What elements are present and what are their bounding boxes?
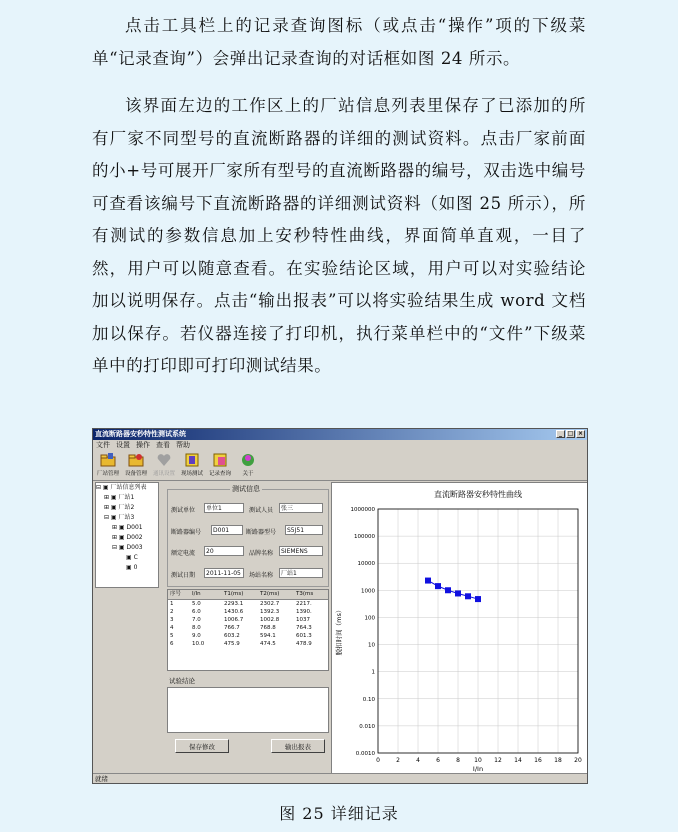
col-header[interactable]: T3(ms	[296, 591, 314, 597]
table-cell: 1002.8	[260, 617, 280, 623]
tester-label: 测试人员	[249, 507, 274, 514]
record-icon	[212, 452, 228, 468]
comm-settings-button[interactable]	[152, 450, 176, 480]
device-manage-label: 设备管理	[124, 471, 147, 477]
factory-manage-button[interactable]	[96, 450, 120, 480]
data-point	[445, 587, 451, 593]
station-tree	[95, 482, 159, 588]
table-cell: 8.0	[192, 625, 201, 631]
tree-item-d001[interactable]: ⊞ ▣ D001	[112, 524, 143, 531]
table-cell: 1390.	[296, 609, 312, 615]
col-header[interactable]: I/In	[192, 591, 201, 597]
app-screenshot	[92, 428, 588, 784]
chart-panel	[331, 482, 588, 774]
y-tick-label: 1	[371, 669, 375, 676]
app-title-bar	[93, 429, 587, 440]
breaker-no-label: 断路器编号	[171, 529, 202, 536]
save-changes-button[interactable]: 保存修改	[175, 739, 229, 753]
menu-file[interactable]: 文件	[96, 441, 110, 449]
tree-root[interactable]: ⊟ ▣ 厂站信息列表	[96, 484, 147, 491]
menu-view[interactable]: 查看	[156, 441, 170, 449]
col-header[interactable]: T2(ms)	[260, 591, 280, 597]
table-cell: 2293.1	[224, 601, 244, 607]
maximize-icon[interactable]: □	[567, 430, 574, 437]
y-tick-label: 0.10	[362, 696, 375, 703]
comm-settings-label: 通讯设置	[152, 471, 175, 477]
col-header[interactable]: 序号	[170, 591, 182, 597]
col-header[interactable]: T1(ms)	[224, 591, 244, 597]
test-date-label: 测试日期	[171, 572, 196, 579]
tree-item-station1[interactable]: ⊞ ▣ 厂站1	[104, 494, 135, 501]
tree-item-station3[interactable]: ⊟ ▣ 厂站3	[104, 514, 135, 521]
table-cell: 1430.6	[224, 609, 244, 615]
toolbar	[93, 450, 587, 481]
table-row[interactable]	[168, 608, 328, 616]
table-cell: 1037	[296, 617, 310, 623]
table-cell: 478.9	[296, 641, 312, 647]
minimize-icon[interactable]: _	[556, 430, 565, 438]
x-tick-label: 4	[416, 757, 420, 764]
device-manage-button[interactable]	[124, 450, 148, 480]
test-info-heading: 测试信息	[232, 485, 260, 493]
data-point	[435, 583, 441, 589]
status-bar: 就绪	[93, 773, 587, 783]
table-cell: 603.2	[224, 633, 240, 639]
y-axis-label: 脱扣时间（ms）	[335, 606, 343, 656]
about-label: 关于	[242, 471, 254, 477]
about-button[interactable]	[236, 450, 260, 480]
tree-item-station2[interactable]: ⊞ ▣ 厂站2	[104, 504, 135, 511]
breaker-model-label: 断路器型号	[246, 529, 277, 536]
x-tick-label: 8	[456, 757, 460, 764]
table-cell: 474.5	[260, 641, 276, 647]
table-cell: 9.0	[192, 633, 201, 639]
x-tick-label: 2	[396, 757, 400, 764]
table-cell: 1392.3	[260, 609, 280, 615]
table-cell: 3	[170, 617, 174, 623]
table-cell: 475.9	[224, 641, 240, 647]
table-header	[168, 590, 328, 600]
table-cell: 766.7	[224, 625, 240, 631]
data-point	[455, 590, 461, 596]
test-unit-field[interactable]: 单位1	[204, 503, 244, 513]
table-cell: 2302.7	[260, 601, 280, 607]
factory-manage-label: 厂站管理	[96, 471, 119, 477]
table-row[interactable]	[168, 632, 328, 640]
tester-field[interactable]: 张三	[279, 503, 323, 513]
y-tick-label: 0.0010	[355, 751, 375, 757]
test-results-table	[167, 589, 329, 671]
site-label: 场站名称	[249, 572, 274, 579]
table-cell: 4	[170, 625, 174, 631]
close-icon[interactable]: ×	[577, 430, 584, 437]
data-point	[475, 596, 481, 602]
site-field[interactable]: 厂站1	[279, 568, 323, 578]
table-cell: 5.0	[192, 601, 201, 607]
tree-item-0[interactable]: ▣ 0	[126, 564, 138, 571]
conclusion-label: 试验结论	[169, 677, 195, 685]
table-row[interactable]	[168, 624, 328, 632]
tree-item-c[interactable]: ▣ C	[126, 554, 138, 561]
about-icon	[240, 452, 256, 468]
y-tick-label: 1000	[361, 588, 375, 595]
table-cell: 1	[170, 601, 174, 607]
y-tick-label: 10	[368, 642, 375, 649]
menu-settings[interactable]: 设置	[116, 441, 130, 449]
x-tick-label: 20	[574, 757, 582, 764]
test-date-field[interactable]: 2011-11-05	[204, 568, 244, 578]
x-axis-label: I/In	[472, 765, 484, 773]
x-tick-label: 0	[376, 757, 380, 764]
export-report-button[interactable]: 输出报表	[271, 739, 325, 753]
test-icon	[184, 452, 200, 468]
breaker-no-field[interactable]: D001	[211, 525, 243, 535]
rated-current-field[interactable]: 20	[204, 546, 244, 556]
menu-operate[interactable]: 操作	[136, 441, 150, 449]
paragraph-2: 该界面左边的工作区上的厂站信息列表里保存了已添加的所有厂家不同型号的直流断路器的详细的测试资料。点击厂家前面的小+号可展开厂家所有型号的直流断路器的编号，双击选中编号可查看该编号下直流断路器的详细测试资料（如图 25 所示），所有测试的参数信息加上安秒特性曲线，界面简单直观，一目了然，用户可以随意查看。在实验结论区域，用户可以对实验结论加以说明保存。点击“输出报表”可以将实验结果生成 word 文档加以保存。若仪器连接了打印机，执行菜单栏中的“文件”下级菜单中的打印即可打印测试结果。	[92, 96, 586, 375]
data-point	[465, 593, 471, 599]
x-tick-label: 6	[436, 757, 440, 764]
test-unit-label: 测试单位	[171, 507, 196, 514]
record-query-label: 记录查询	[208, 471, 231, 477]
menu-help[interactable]: 帮助	[176, 441, 190, 449]
factory-folder-icon	[100, 452, 116, 468]
table-cell: 6.0	[192, 609, 201, 615]
x-tick-label: 16	[534, 757, 542, 764]
table-row[interactable]	[168, 640, 328, 648]
record-query-button[interactable]	[208, 450, 232, 480]
x-tick-label: 10	[474, 757, 482, 764]
device-folder-icon	[128, 452, 144, 468]
chart-title: 直流断路器安秒特性曲线	[434, 490, 522, 499]
field-test-label: 现场测试	[180, 471, 203, 477]
paragraph-1: 点击工具栏上的记录查询图标（或点击“操作”项的下级菜单“记录查询”）会弹出记录查询的对话框如图 24 所示。	[92, 16, 586, 68]
figure-caption: 图 25 详细记录	[279, 804, 399, 823]
tree-item-d002[interactable]: ⊞ ▣ D002	[112, 534, 143, 541]
table-cell: 768.8	[260, 625, 276, 631]
table-row[interactable]	[168, 616, 328, 624]
table-cell: 2217.	[296, 601, 312, 607]
brand-label: 品牌名称	[249, 550, 274, 557]
table-cell: 1006.7	[224, 617, 244, 623]
data-point	[425, 578, 431, 584]
x-tick-label: 14	[514, 757, 522, 764]
table-cell: 601.3	[296, 633, 312, 639]
app-title: 直流断路器安秒特性测试系统	[95, 430, 186, 438]
y-tick-label: 100	[364, 615, 375, 622]
y-tick-label: 100000	[354, 534, 375, 541]
tree-item-d003[interactable]: ⊟ ▣ D003	[112, 544, 143, 551]
conclusion-textarea[interactable]	[167, 687, 329, 733]
y-tick-label: 10000	[357, 561, 375, 568]
table-cell: 6	[170, 641, 174, 647]
rated-current-label: 额定电流	[171, 550, 196, 557]
x-tick-label: 18	[554, 757, 562, 764]
table-cell: 5	[170, 633, 174, 639]
table-cell: 2	[170, 609, 174, 615]
brand-field[interactable]: SIEMENS	[279, 546, 323, 556]
table-row[interactable]	[168, 600, 328, 608]
x-tick-label: 12	[494, 757, 502, 764]
heart-icon	[156, 452, 172, 468]
table-cell: 764.3	[296, 625, 312, 631]
menu-bar	[93, 440, 587, 450]
table-cell: 10.0	[192, 641, 205, 647]
y-tick-label: 0.010	[359, 723, 375, 730]
characteristic-chart	[332, 483, 588, 773]
y-tick-label: 1000000	[350, 507, 375, 513]
field-test-button[interactable]	[180, 450, 204, 480]
table-cell: 594.1	[260, 633, 276, 639]
table-cell: 7.0	[192, 617, 201, 623]
breaker-model-field[interactable]: S5J51	[285, 525, 323, 535]
